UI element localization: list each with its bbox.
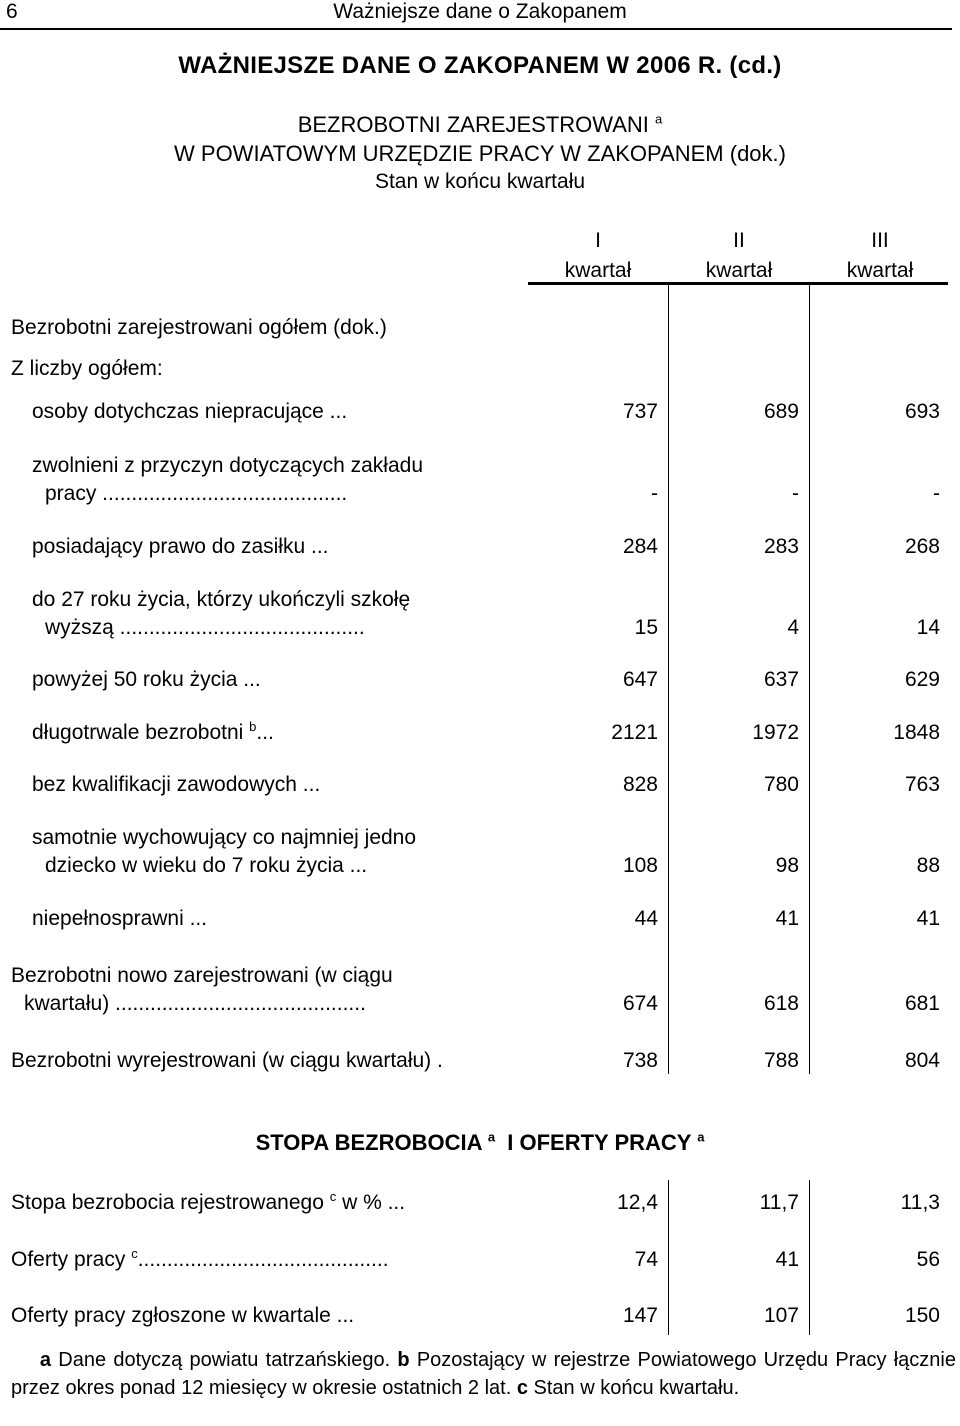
cell-q3: 11,3 [900, 1191, 940, 1214]
column-header-q1: I kwartał [564, 229, 632, 282]
cell-q2: 107 [763, 1304, 799, 1327]
cell-q1: 15 [634, 616, 658, 639]
cell-q1: 647 [622, 668, 658, 691]
footnote-c-text: Stan w końcu kwartału. [527, 1377, 740, 1399]
row-label: Oferty pracy zgłoszone w kwartale ... [11, 1304, 355, 1327]
cell-q1: 108 [622, 854, 658, 877]
running-header: Ważniejsze dane o Zakopanem [333, 0, 627, 23]
cell-q3: 763 [904, 773, 940, 796]
cell-q1: 44 [634, 907, 658, 930]
cell-q3: 804 [904, 1049, 940, 1072]
row-label: powyżej 50 roku życia ... [32, 668, 261, 691]
footnote-a-text: Dane dotyczą powiatu tatrzańskiego. [51, 1349, 398, 1371]
cell-q2: 41 [775, 1248, 799, 1271]
cell-q3: 681 [904, 992, 940, 1015]
row-label: Stopa bezrobocia rejestrowanego $^c$ w % ... [11, 1189, 406, 1214]
cell-q2: 618 [763, 992, 799, 1015]
section-title-line1: BEZROBOTNI ZAREJESTROWANI $^a$ [297, 111, 663, 137]
cell-q2: - [792, 482, 799, 505]
cell-q3: 268 [904, 535, 940, 558]
row-label: niepełnosprawni ... [32, 907, 208, 930]
section-title-line2: W POWIATOWYM URZĘDZIE PRACY W ZAKOPANEM (dok.) [174, 141, 786, 166]
cell-q1: 828 [622, 773, 658, 796]
footnote-a-marker: a [39, 1349, 52, 1371]
cell-q1: 737 [622, 400, 658, 423]
row-label: zwolnieni z przyczyn dotyczących zakładu [32, 454, 424, 477]
column-header-q3: III kwartał [846, 229, 914, 282]
row-label-cont: kwartału) ........................................... [24, 992, 366, 1015]
cell-q1: - [651, 482, 658, 505]
cell-q2: 788 [763, 1049, 799, 1072]
section2-title: STOPA BEZROBOCIA $^a$ I OFERTY PRACY $^a$ [255, 1129, 705, 1155]
row-label: samotnie wychowujący co najmniej jedno [32, 826, 417, 849]
column-header-q2: II kwartał [705, 229, 773, 282]
cell-q2: 637 [763, 668, 799, 691]
cell-q3: 1848 [893, 721, 940, 744]
row-label: Bezrobotni wyrejestrowani (w ciągu kwartału) . [11, 1049, 443, 1072]
row-label: osoby dotychczas niepracujące ... [32, 400, 348, 423]
cell-q3: 693 [904, 400, 940, 423]
cell-q3: 88 [916, 854, 940, 877]
cell-q2: 780 [763, 773, 799, 796]
row-label: długotrwale bezrobotni $^b$... [32, 719, 274, 744]
cell-q1: 738 [622, 1049, 658, 1072]
table-heading: Bezrobotni zarejestrowani ogółem (dok.) [11, 316, 387, 339]
row-label: bez kwalifikacji zawodowych ... [32, 773, 321, 796]
footnote-c-marker: c [516, 1377, 528, 1399]
cell-q2: 11,7 [759, 1191, 799, 1214]
cell-q3: 14 [916, 616, 940, 639]
footnote-b-marker: b [397, 1349, 410, 1371]
cell-q2: 689 [763, 400, 799, 423]
table-subheading: Z liczby ogółem: [11, 357, 163, 380]
row-label-cont: dziecko w wieku do 7 roku życia ... [45, 854, 368, 877]
cell-q1: 2121 [611, 721, 658, 744]
row-label-cont: wyższą .......................................... [45, 616, 365, 639]
page-title: WAŻNIEJSZE DANE O ZAKOPANEM W 2006 R. (cd.) [178, 52, 782, 79]
column-divider [668, 282, 669, 1074]
cell-q2: 41 [775, 907, 799, 930]
header-rule [0, 28, 952, 30]
cell-q3: - [933, 482, 940, 505]
page-number: 6 [6, 0, 18, 23]
cell-q3: 629 [904, 668, 940, 691]
cell-q3: 56 [916, 1248, 940, 1271]
cell-q2: 98 [775, 854, 799, 877]
row-label: Oferty pracy $^c$........................................... [11, 1246, 389, 1271]
column-divider [809, 282, 810, 1074]
column-divider [668, 1180, 669, 1335]
cell-q1: 147 [622, 1304, 658, 1327]
footnotes [11, 1346, 956, 1402]
column-header-rule [528, 282, 948, 285]
cell-q3: 150 [904, 1304, 940, 1327]
cell-q1: 284 [622, 535, 658, 558]
row-label: posiadający prawo do zasiłku ... [32, 535, 329, 558]
footnote-b-text: Pozostający w rejestrze Powiatowego Urzędu Pracy łącznie przez okres ponad 12 miesięcy w okresie ostatnich 2 lat. [11, 1349, 956, 1399]
cell-q3: 41 [916, 907, 940, 930]
row-label: Bezrobotni nowo zarejestrowani (w ciągu [11, 964, 393, 987]
cell-q2: 283 [763, 535, 799, 558]
column-divider [809, 1180, 810, 1335]
cell-q1: 74 [634, 1248, 658, 1271]
cell-q1: 674 [622, 992, 658, 1015]
row-label-cont: pracy .......................................... [45, 482, 348, 505]
cell-q1: 12,4 [617, 1191, 658, 1214]
section-subtitle: Stan w końcu kwartału [374, 170, 586, 193]
row-label: do 27 roku życia, którzy ukończyli szkołę [32, 588, 411, 611]
cell-q2: 1972 [752, 721, 799, 744]
cell-q2: 4 [787, 616, 799, 639]
